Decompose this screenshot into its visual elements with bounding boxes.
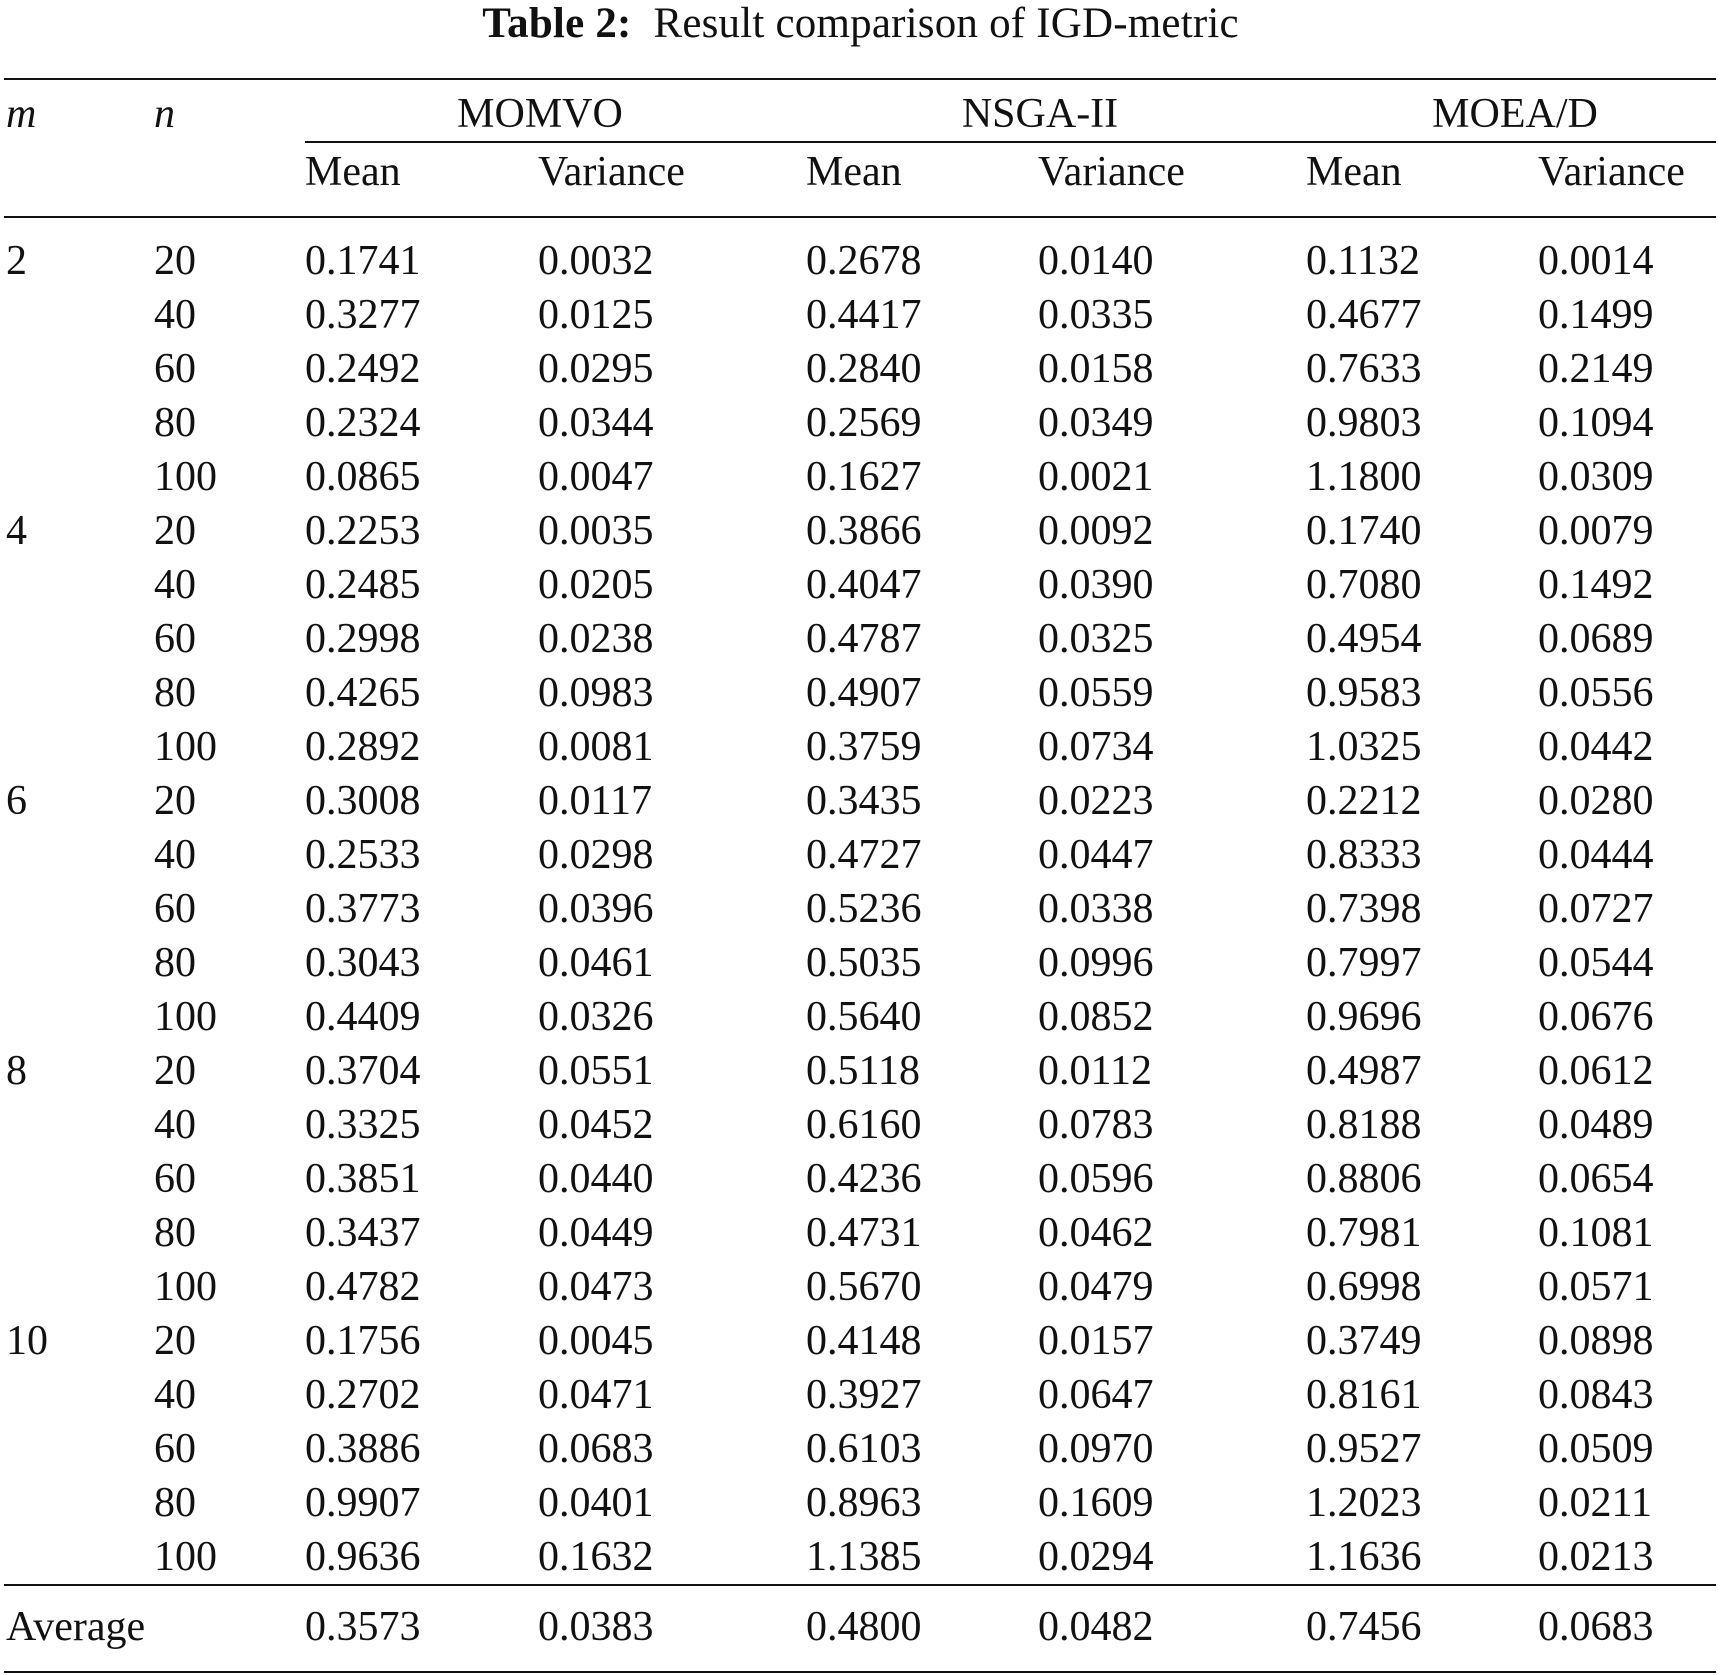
subheader-variance: Variance: [538, 149, 685, 195]
cell-value: 0.0654: [1538, 1156, 1654, 1202]
cell-value: 0.6103: [806, 1426, 922, 1472]
average-value: 0.0482: [1038, 1604, 1154, 1650]
cell-value: 0.3773: [305, 886, 421, 932]
cell-value: 0.0865: [305, 454, 421, 500]
cell-value: 0.2998: [305, 616, 421, 662]
cell-value: 0.0112: [1038, 1048, 1152, 1094]
cell-value: 0.8161: [1306, 1372, 1422, 1418]
cell-value: 0.2533: [305, 832, 421, 878]
cell-value: 0.3866: [806, 508, 922, 554]
cell-value: 0.0035: [538, 508, 654, 554]
cell-n: 20: [154, 1318, 196, 1364]
cell-value: 0.3704: [305, 1048, 421, 1094]
cell-value: 0.0783: [1038, 1102, 1154, 1148]
cell-value: 0.0447: [1038, 832, 1154, 878]
cell-value: 0.2569: [806, 400, 922, 446]
cell-m: 2: [6, 238, 27, 284]
cell-n: 60: [154, 1426, 196, 1472]
group-header-moead: MOEA/D: [1432, 91, 1598, 137]
subheader-mean: Mean: [305, 149, 401, 195]
cell-value: 0.4907: [806, 670, 922, 716]
cell-n: 80: [154, 400, 196, 446]
table-caption: [0, 0, 1721, 48]
cell-value: 0.1609: [1038, 1480, 1154, 1526]
cell-value: 0.0734: [1038, 724, 1154, 770]
cell-value: 0.0559: [1038, 670, 1154, 716]
cell-value: 0.4677: [1306, 292, 1422, 338]
cell-value: 0.1756: [305, 1318, 421, 1364]
cell-value: 0.4417: [806, 292, 922, 338]
cell-value: 0.0092: [1038, 508, 1154, 554]
cell-value: 0.7633: [1306, 346, 1422, 392]
cell-value: 0.0032: [538, 238, 654, 284]
cell-value: 0.9583: [1306, 670, 1422, 716]
cell-value: 0.9636: [305, 1534, 421, 1580]
cell-value: 0.0479: [1038, 1264, 1154, 1310]
cell-value: 0.9527: [1306, 1426, 1422, 1472]
cell-value: 0.0349: [1038, 400, 1154, 446]
cell-value: 0.4727: [806, 832, 922, 878]
cell-value: 0.0442: [1538, 724, 1654, 770]
cell-value: 0.0996: [1038, 940, 1154, 986]
cell-value: 0.6160: [806, 1102, 922, 1148]
cell-value: 0.2492: [305, 346, 421, 392]
cell-value: 0.0140: [1038, 238, 1154, 284]
cell-value: 0.0079: [1538, 508, 1654, 554]
average-label: Average: [6, 1604, 146, 1650]
cell-n: 60: [154, 346, 196, 392]
cell-value: 0.0338: [1038, 886, 1154, 932]
cell-value: 0.0596: [1038, 1156, 1154, 1202]
cell-value: 0.2840: [806, 346, 922, 392]
cell-value: 0.4987: [1306, 1048, 1422, 1094]
cell-value: 0.5640: [806, 994, 922, 1040]
bottom-rule: [4, 1671, 1716, 1673]
cell-value: 0.0158: [1038, 346, 1154, 392]
header-rule: [4, 216, 1716, 218]
subheader-mean: Mean: [1306, 149, 1402, 195]
cell-n: 60: [154, 886, 196, 932]
cell-n: 100: [154, 454, 217, 500]
cell-value: 0.0452: [538, 1102, 654, 1148]
cell-value: 0.0335: [1038, 292, 1154, 338]
average-value: 0.3573: [305, 1604, 421, 1650]
cell-value: 0.4731: [806, 1210, 922, 1256]
cell-value: 0.7981: [1306, 1210, 1422, 1256]
cell-value: 0.0213: [1538, 1534, 1654, 1580]
cell-value: 0.0125: [538, 292, 654, 338]
cell-value: 0.1094: [1538, 400, 1654, 446]
cell-value: 0.0970: [1038, 1426, 1154, 1472]
cell-value: 0.2702: [305, 1372, 421, 1418]
cell-value: 0.0295: [538, 346, 654, 392]
cell-value: 0.4148: [806, 1318, 922, 1364]
caption-text: Result comparison of IGD-metric: [653, 0, 1239, 47]
cell-value: 0.0556: [1538, 670, 1654, 716]
cell-value: 0.0309: [1538, 454, 1654, 500]
group-header-nsga2: NSGA-II: [961, 91, 1119, 137]
cell-value: 0.5670: [806, 1264, 922, 1310]
cell-value: 0.1499: [1538, 292, 1654, 338]
cell-value: 0.0612: [1538, 1048, 1654, 1094]
cell-value: 0.6998: [1306, 1264, 1422, 1310]
cell-value: 0.0401: [538, 1480, 654, 1526]
cell-value: 0.4265: [305, 670, 421, 716]
cell-value: 0.0396: [538, 886, 654, 932]
cell-value: 0.0462: [1038, 1210, 1154, 1256]
group-header-momvo: MOMVO: [457, 91, 623, 137]
cell-value: 0.0157: [1038, 1318, 1154, 1364]
cell-value: 0.0440: [538, 1156, 654, 1202]
cell-value: 0.0727: [1538, 886, 1654, 932]
cell-value: 0.2892: [305, 724, 421, 770]
cell-n: 20: [154, 778, 196, 824]
cell-n: 40: [154, 1102, 196, 1148]
cell-value: 0.5236: [806, 886, 922, 932]
cell-m: 8: [6, 1048, 27, 1094]
group-rule: [305, 141, 1716, 143]
cell-value: 0.0852: [1038, 994, 1154, 1040]
subheader-mean: Mean: [806, 149, 902, 195]
cell-value: 0.3759: [806, 724, 922, 770]
average-value: 0.7456: [1306, 1604, 1422, 1650]
cell-value: 0.0117: [538, 778, 652, 824]
cell-value: 0.4047: [806, 562, 922, 608]
cell-value: 0.3886: [305, 1426, 421, 1472]
cell-n: 100: [154, 1264, 217, 1310]
subheader-variance: Variance: [1038, 149, 1185, 195]
average-rule: [4, 1584, 1716, 1586]
cell-n: 20: [154, 508, 196, 554]
cell-n: 100: [154, 1534, 217, 1580]
cell-value: 0.0473: [538, 1264, 654, 1310]
cell-value: 0.1740: [1306, 508, 1422, 554]
cell-n: 80: [154, 670, 196, 716]
cell-value: 0.0298: [538, 832, 654, 878]
cell-value: 0.7997: [1306, 940, 1422, 986]
cell-value: 0.7080: [1306, 562, 1422, 608]
cell-value: 0.0326: [538, 994, 654, 1040]
cell-m: 10: [6, 1318, 48, 1364]
cell-value: 0.2149: [1538, 346, 1654, 392]
cell-value: 0.0325: [1038, 616, 1154, 662]
cell-value: 1.1636: [1306, 1534, 1422, 1580]
cell-value: 0.9907: [305, 1480, 421, 1526]
cell-value: 0.9696: [1306, 994, 1422, 1040]
cell-value: 0.3008: [305, 778, 421, 824]
cell-value: 0.0238: [538, 616, 654, 662]
cell-value: 0.2253: [305, 508, 421, 554]
cell-value: 0.3851: [305, 1156, 421, 1202]
cell-value: 0.0449: [538, 1210, 654, 1256]
cell-value: 0.0898: [1538, 1318, 1654, 1364]
cell-value: 0.2485: [305, 562, 421, 608]
subheader-variance: Variance: [1538, 149, 1685, 195]
cell-value: 0.0021: [1038, 454, 1154, 500]
cell-value: 0.0223: [1038, 778, 1154, 824]
cell-value: 0.0211: [1538, 1480, 1652, 1526]
cell-value: 0.1081: [1538, 1210, 1654, 1256]
cell-value: 0.1492: [1538, 562, 1654, 608]
cell-value: 0.3325: [305, 1102, 421, 1148]
cell-n: 40: [154, 292, 196, 338]
cell-n: 60: [154, 1156, 196, 1202]
cell-value: 0.0509: [1538, 1426, 1654, 1472]
cell-value: 0.0081: [538, 724, 654, 770]
cell-value: 0.0843: [1538, 1372, 1654, 1418]
cell-value: 0.0471: [538, 1372, 654, 1418]
cell-value: 0.0983: [538, 670, 654, 716]
cell-value: 0.0683: [538, 1426, 654, 1472]
cell-value: 0.8333: [1306, 832, 1422, 878]
top-rule: [4, 78, 1716, 80]
cell-value: 0.0571: [1538, 1264, 1654, 1310]
cell-value: 0.2678: [806, 238, 922, 284]
cell-value: 0.3435: [806, 778, 922, 824]
cell-value: 0.0280: [1538, 778, 1654, 824]
cell-value: 0.0014: [1538, 238, 1654, 284]
cell-value: 1.0325: [1306, 724, 1422, 770]
cell-value: 0.0390: [1038, 562, 1154, 608]
cell-value: 0.1741: [305, 238, 421, 284]
cell-value: 0.3043: [305, 940, 421, 986]
cell-value: 0.5035: [806, 940, 922, 986]
cell-value: 0.8806: [1306, 1156, 1422, 1202]
cell-value: 0.4782: [305, 1264, 421, 1310]
cell-value: 0.0444: [1538, 832, 1654, 878]
cell-n: 60: [154, 616, 196, 662]
cell-n: 40: [154, 832, 196, 878]
cell-value: 0.0647: [1038, 1372, 1154, 1418]
cell-value: 0.0489: [1538, 1102, 1654, 1148]
cell-value: 0.4787: [806, 616, 922, 662]
cell-value: 0.0205: [538, 562, 654, 608]
cell-value: 0.1627: [806, 454, 922, 500]
cell-value: 0.1632: [538, 1534, 654, 1580]
cell-n: 80: [154, 1480, 196, 1526]
cell-value: 1.1385: [806, 1534, 922, 1580]
cell-value: 0.0689: [1538, 616, 1654, 662]
cell-n: 20: [154, 238, 196, 284]
cell-value: 0.0045: [538, 1318, 654, 1364]
cell-value: 0.0544: [1538, 940, 1654, 986]
cell-n: 40: [154, 1372, 196, 1418]
cell-value: 1.1800: [1306, 454, 1422, 500]
cell-n: 100: [154, 724, 217, 770]
cell-value: 0.3277: [305, 292, 421, 338]
cell-m: 6: [6, 778, 27, 824]
cell-n: 80: [154, 1210, 196, 1256]
cell-value: 0.1132: [1306, 238, 1420, 284]
cell-value: 0.0461: [538, 940, 654, 986]
cell-value: 0.2212: [1306, 778, 1422, 824]
average-value: 0.0383: [538, 1604, 654, 1650]
cell-value: 0.9803: [1306, 400, 1422, 446]
cell-m: 4: [6, 508, 27, 554]
cell-value: 0.0294: [1038, 1534, 1154, 1580]
header-m: m: [6, 91, 37, 137]
cell-value: 0.4954: [1306, 616, 1422, 662]
cell-n: 100: [154, 994, 217, 1040]
cell-value: 1.2023: [1306, 1480, 1422, 1526]
cell-value: 0.0551: [538, 1048, 654, 1094]
cell-value: 0.3927: [806, 1372, 922, 1418]
cell-value: 0.8188: [1306, 1102, 1422, 1148]
caption-label: Table 2:: [482, 0, 632, 47]
cell-n: 40: [154, 562, 196, 608]
cell-n: 20: [154, 1048, 196, 1094]
cell-value: 0.7398: [1306, 886, 1422, 932]
cell-value: 0.0047: [538, 454, 654, 500]
cell-value: 0.0344: [538, 400, 654, 446]
cell-value: 0.3749: [1306, 1318, 1422, 1364]
cell-value: 0.3437: [305, 1210, 421, 1256]
cell-value: 0.5118: [806, 1048, 920, 1094]
cell-value: 0.0676: [1538, 994, 1654, 1040]
cell-value: 0.4409: [305, 994, 421, 1040]
average-value: 0.0683: [1538, 1604, 1654, 1650]
cell-value: 0.2324: [305, 400, 421, 446]
cell-value: 0.4236: [806, 1156, 922, 1202]
header-n: n: [154, 91, 175, 137]
cell-n: 80: [154, 940, 196, 986]
average-value: 0.4800: [806, 1604, 922, 1650]
cell-value: 0.8963: [806, 1480, 922, 1526]
